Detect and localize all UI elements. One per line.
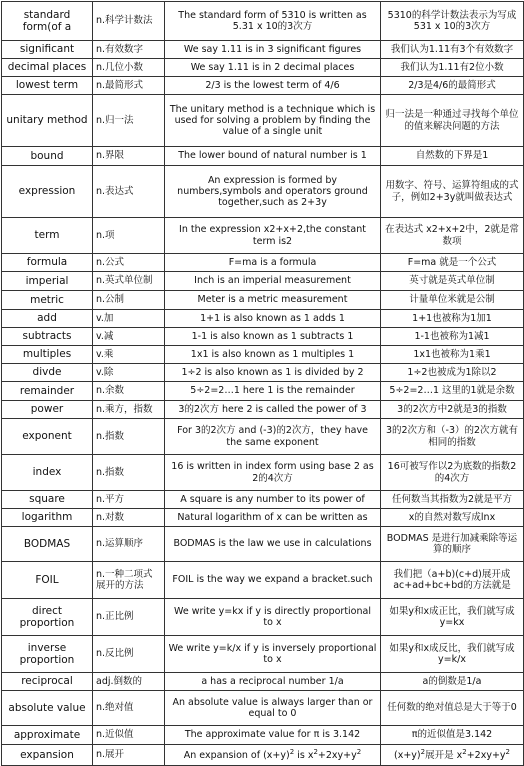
chinese-example-cell: 在表达式 x2+x+2中，2就是常数项: [381, 218, 524, 254]
table-row: [2, 401, 524, 419]
term-cell: unitary method: [2, 95, 93, 147]
example-cell: For 3的2次方 and (-3)的2次方，they have the same exponent: [165, 419, 381, 455]
chinese-example-cell: [381, 745, 524, 766]
example-cell: 16 is written in index form using base 2 as 2的4次方: [165, 455, 381, 491]
example-cell: 1÷2 is also known as 1 is divided by 2: [165, 364, 381, 382]
example-text: +2xy+y: [317, 750, 357, 762]
math-glossary-table: [1, 1, 524, 766]
table-row: [2, 562, 524, 599]
table-row: [2, 455, 524, 491]
example-cell: We say 1.11 is in 3 significant figures: [165, 41, 381, 59]
example-cell: 1x1 is also known as 1 multiples 1: [165, 346, 381, 364]
exponent: 2: [313, 748, 318, 757]
table-row: [2, 599, 524, 636]
part-of-speech-cell: n.展开: [93, 745, 165, 766]
table-row: [2, 218, 524, 254]
part-of-speech-cell: n.归一法: [93, 95, 165, 147]
part-of-speech-cell: v.加: [93, 310, 165, 328]
example-cell: BODMAS is the law we use in calculations: [165, 527, 381, 562]
example-cell: The approximate value for π is 3.142: [165, 726, 381, 745]
exponent: 2: [289, 748, 295, 757]
part-of-speech-cell: n.几位小数: [93, 59, 165, 77]
example-cell: The unitary method is a technique which is used for solving a problem by finding the value of a single unit: [165, 95, 381, 147]
part-of-speech-cell: v.乘: [93, 346, 165, 364]
example-cell: An absolute value is always larger than or equal to 0: [165, 691, 381, 726]
table-row: [2, 2, 524, 41]
part-of-speech-cell: v.减: [93, 328, 165, 346]
chinese-example-cell: 1+1也被称为1加1: [381, 310, 524, 328]
table-row: [2, 636, 524, 673]
term-cell: direct proportion: [2, 599, 93, 636]
part-of-speech-cell: n.英式单位制: [93, 272, 165, 291]
part-of-speech-cell: n.运算顺序: [93, 527, 165, 562]
part-of-speech-cell: n.绝对值: [93, 691, 165, 726]
example-cell: We write y=k/x if y is inversely proportional to x: [165, 636, 381, 673]
chinese-example-cell: a的倒数是1/a: [381, 673, 524, 691]
table-row: [2, 527, 524, 562]
example-cell: a has a reciprocal number 1/a: [165, 673, 381, 691]
term-cell: exponent: [2, 419, 93, 455]
chinese-example-cell: 1x1也被称为1乘1: [381, 346, 524, 364]
chinese-example-cell: 英寸就是英式单位制: [381, 272, 524, 291]
chinese-example-cell: 归一法是一种通过寻找每个单位的值来解决问题的方法: [381, 95, 524, 147]
term-cell: lowest term: [2, 77, 93, 95]
part-of-speech-cell: n.表达式: [93, 166, 165, 218]
chinese-text: 展开是 x: [425, 750, 463, 762]
term-cell: standard form(of a: [2, 2, 93, 41]
exponent: 2: [420, 748, 426, 757]
chinese-example-cell: 2/3是4/6的最简形式: [381, 77, 524, 95]
table-row: [2, 310, 524, 328]
example-cell: Natural logarithm of x can be written as: [165, 509, 381, 527]
chinese-example-cell: x的自然对数写成lnx: [381, 509, 524, 527]
part-of-speech-cell: n.最简形式: [93, 77, 165, 95]
chinese-example-cell: F=ma 就是一个公式: [381, 254, 524, 272]
chinese-example-cell: 自然数的下界是1: [381, 147, 524, 166]
term-cell: significant: [2, 41, 93, 59]
table-row: [2, 272, 524, 291]
term-cell: metric: [2, 291, 93, 310]
table-row: [2, 166, 524, 218]
table-row: [2, 346, 524, 364]
example-text: An expansion of (x+y): [183, 750, 290, 762]
table-row: [2, 419, 524, 455]
chinese-example-cell: 我们认为1.11有2位小数: [381, 59, 524, 77]
part-of-speech-cell: v.除: [93, 364, 165, 382]
chinese-example-cell: 我们把（a+b)(c+d)展开成ac+ad+bc+bd的方法就是: [381, 562, 524, 599]
part-of-speech-cell: n.乘方，指数: [93, 401, 165, 419]
part-of-speech-cell: n.近似值: [93, 726, 165, 745]
chinese-example-cell: 3的2次方和（-3）的2次方就有相同的指数: [381, 419, 524, 455]
part-of-speech-cell: adj.倒数的: [93, 673, 165, 691]
term-cell: remainder: [2, 382, 93, 401]
part-of-speech-cell: n.公式: [93, 254, 165, 272]
part-of-speech-cell: n.科学计数法: [93, 2, 165, 41]
example-cell: 1-1 is also known as 1 subtracts 1: [165, 328, 381, 346]
part-of-speech-cell: n.余数: [93, 382, 165, 401]
chinese-example-cell: 16可被写作以2为底数的指数2的4次方: [381, 455, 524, 491]
term-cell: term: [2, 218, 93, 254]
example-cell: 2/3 is the lowest term of 4/6: [165, 77, 381, 95]
example-cell: FOIL is the way we expand a bracket.such: [165, 562, 381, 599]
term-cell: reciprocal: [2, 673, 93, 691]
term-cell: expression: [2, 166, 93, 218]
example-cell: 3的2次方 here 2 is called the power of 3: [165, 401, 381, 419]
chinese-example-cell: π的近似值是3.142: [381, 726, 524, 745]
chinese-example-cell: 1-1也被称为1减1: [381, 328, 524, 346]
term-cell: expansion: [2, 745, 93, 766]
term-cell: index: [2, 455, 93, 491]
table-row: [2, 328, 524, 346]
term-cell: imperial: [2, 272, 93, 291]
part-of-speech-cell: n.指数: [93, 455, 165, 491]
part-of-speech-cell: n.有效数字: [93, 41, 165, 59]
table-row: [2, 147, 524, 166]
example-cell: Meter is a metric measurement: [165, 291, 381, 310]
term-cell: formula: [2, 254, 93, 272]
part-of-speech-cell: n.一种二项式 展开的方法: [93, 562, 165, 599]
chinese-example-cell: 我们认为1.11有3个有效数字: [381, 41, 524, 59]
chinese-example-cell: 如果y和x成正比，我们就写成y=kx: [381, 599, 524, 636]
term-cell: logarithm: [2, 509, 93, 527]
term-cell: add: [2, 310, 93, 328]
table-row: [2, 95, 524, 147]
chinese-example-cell: 任何数的绝对值总是大于等于0: [381, 691, 524, 726]
table-row: [2, 673, 524, 691]
chinese-text: +2xy+y: [466, 750, 506, 762]
chinese-text: (x+y): [393, 750, 421, 762]
term-cell: divde: [2, 364, 93, 382]
table-row: [2, 745, 524, 766]
term-cell: power: [2, 401, 93, 419]
term-cell: absolute value: [2, 691, 93, 726]
example-cell: An expression is formed by numbers,symbols and operators ground together,such as 2+3y: [165, 166, 381, 218]
table-row: [2, 691, 524, 726]
term-cell: approximate: [2, 726, 93, 745]
chinese-example-cell: 1÷2也被成为1除以2: [381, 364, 524, 382]
table-row: [2, 59, 524, 77]
part-of-speech-cell: n.反比例: [93, 636, 165, 673]
example-cell: F=ma is a formula: [165, 254, 381, 272]
example-cell: 1+1 is also known as 1 adds 1: [165, 310, 381, 328]
term-cell: subtracts: [2, 328, 93, 346]
example-cell: We say 1.11 is in 2 decimal places: [165, 59, 381, 77]
table-row: [2, 726, 524, 745]
term-cell: FOIL: [2, 562, 93, 599]
chinese-example-cell: 3的2次方中2就是3的指数: [381, 401, 524, 419]
part-of-speech-cell: n.对数: [93, 509, 165, 527]
example-cell: The standard form of 5310 is written as 5.31 x 10的3次方: [165, 2, 381, 41]
chinese-example-cell: 5310的科学计数法表示为写成531 x 10的3次方: [381, 2, 524, 41]
table-row: [2, 509, 524, 527]
exponent: 2: [356, 748, 362, 757]
table-row: [2, 291, 524, 310]
example-cell: 5÷2=2…1 here 1 is the remainder: [165, 382, 381, 401]
example-cell: The lower bound of natural number is 1: [165, 147, 381, 166]
term-cell: BODMAS: [2, 527, 93, 562]
table-row: [2, 364, 524, 382]
example-cell: [165, 745, 381, 766]
part-of-speech-cell: n.项: [93, 218, 165, 254]
term-cell: multiples: [2, 346, 93, 364]
example-cell: A square is any number to its power of: [165, 491, 381, 509]
exponent: 2: [505, 748, 511, 757]
table-row: [2, 382, 524, 401]
part-of-speech-cell: n.公制: [93, 291, 165, 310]
chinese-example-cell: 任何数当其指数为2就是平方: [381, 491, 524, 509]
term-cell: inverse proportion: [2, 636, 93, 673]
part-of-speech-cell: n.指数: [93, 419, 165, 455]
example-cell: We write y=kx if y is directly proportional to x: [165, 599, 381, 636]
example-text: is x: [294, 750, 314, 762]
term-cell: bound: [2, 147, 93, 166]
chinese-example-cell: 计量单位米就是公制: [381, 291, 524, 310]
part-of-speech-cell: n.正比例: [93, 599, 165, 636]
part-of-speech-cell: n.界限: [93, 147, 165, 166]
chinese-example-cell: 如果y和x成反比，我们就写成y=k/x: [381, 636, 524, 673]
table-row: [2, 491, 524, 509]
table-row: [2, 41, 524, 59]
part-of-speech-cell: n.平方: [93, 491, 165, 509]
term-cell: square: [2, 491, 93, 509]
term-cell: decimal places: [2, 59, 93, 77]
table-row: [2, 254, 524, 272]
example-cell: In the expression x2+x+2,the constant term is2: [165, 218, 381, 254]
table-row: [2, 77, 524, 95]
chinese-example-cell: 5÷2=2…1 这里的1就是余数: [381, 382, 524, 401]
chinese-example-cell: BODMAS 是进行加减乘除等运算的顺序: [381, 527, 524, 562]
chinese-example-cell: 用数字、符号、运算符组成的式子，例如2+3y就叫做表达式: [381, 166, 524, 218]
example-cell: Inch is an imperial measurement: [165, 272, 381, 291]
exponent: 2: [462, 748, 467, 757]
